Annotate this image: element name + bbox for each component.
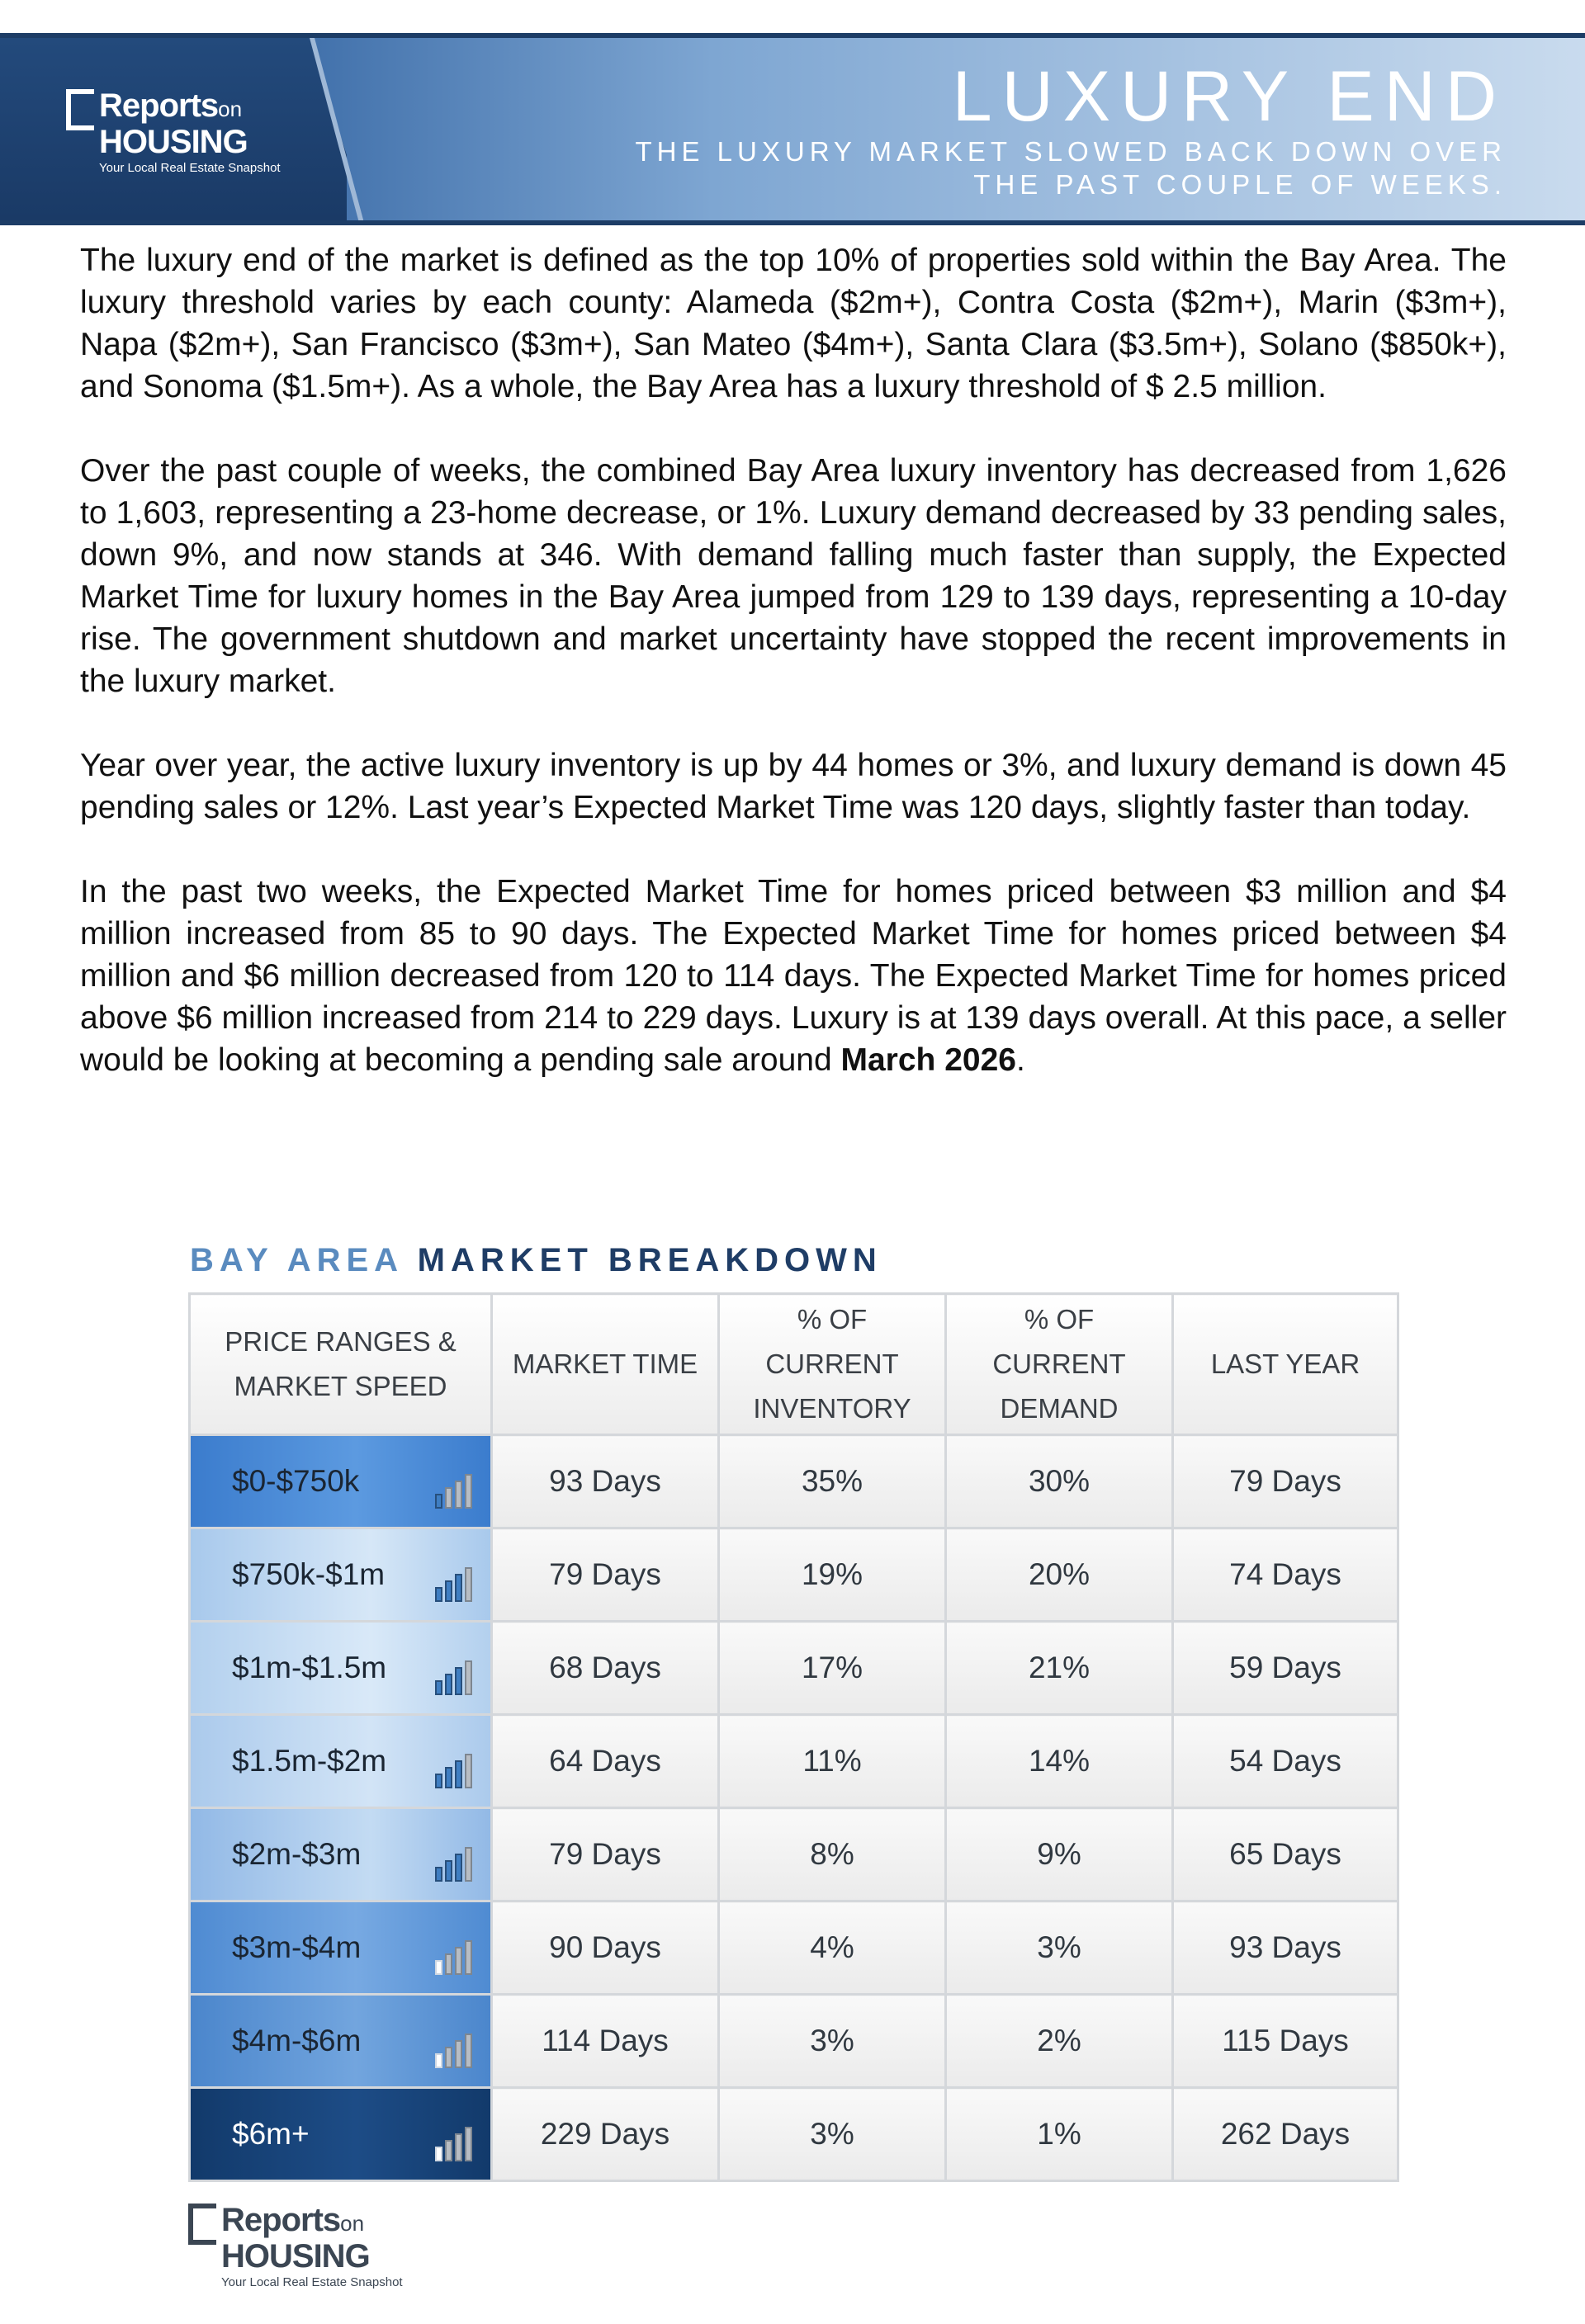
last-year-cell: 262 Days [1173,2088,1398,2181]
speed-bar [465,2034,472,2068]
speed-bar [435,1587,442,1602]
speed-bar [445,1860,452,1882]
inventory-percent-cell: 3% [719,2088,946,2181]
header-banner [0,33,1585,225]
price-range-label: $3m-$4m [232,1930,362,1964]
article-body [80,239,1507,1123]
inventory-percent-cell: 4% [719,1901,946,1995]
market-time-cell: 229 Days [492,2088,719,2181]
speed-bar [445,1580,452,1602]
demand-percent-cell: 2% [946,1995,1173,2088]
paragraph-threshold: The luxury end of the market is defined as the top 10% of properties sold within the Bay Area. The luxury threshold varies by each county: Alameda ($2m+), Contra Costa ($2m+), Marin ($3m+), Napa ($2m+), San Francisco ($3m+), San Mateo ($4m+), Santa Clara ($3.5m+), Solano ($850k+), and Sonoma ($1.5m+). As a whole, the Bay Area has a luxury threshold of $ 2.5 million. [80,243,1507,404]
market-time-cell: 79 Days [492,1808,719,1901]
market-time-cell: 64 Days [492,1715,719,1808]
market-speed-icon [435,1567,472,1602]
price-range-label: $2m-$3m [232,1837,362,1871]
speed-bar [465,2127,472,2161]
inventory-percent-cell: 35% [719,1435,946,1528]
header-inventory: % OF CURRENT INVENTORY [719,1294,946,1435]
footer-logo [188,2204,403,2291]
inventory-percent-cell: 8% [719,1808,946,1901]
demand-percent-cell: 20% [946,1528,1173,1622]
speed-bar [455,1667,462,1695]
table-row [190,1435,1398,1528]
speed-bar [455,1574,462,1602]
header-market-time: MARKET TIME [492,1294,719,1435]
speed-bar [455,1481,462,1509]
speed-bar [465,1660,472,1695]
price-range-label: $4m-$6m [232,2024,362,2057]
speed-bar [455,2133,462,2161]
price-range-cell [190,1995,492,2088]
speed-bar [445,2047,452,2068]
table-title [190,1242,882,1279]
market-speed-icon [435,2127,472,2161]
market-speed-icon [435,1940,472,1975]
demand-percent-cell: 3% [946,1901,1173,1995]
market-speed-icon [435,1754,472,1788]
demand-percent-cell: 14% [946,1715,1173,1808]
demand-percent-cell: 9% [946,1808,1173,1901]
speed-bar [445,1487,452,1509]
footer-logo-text-housing: HOUSING [221,2238,370,2274]
last-year-cell: 79 Days [1173,1435,1398,1528]
paragraph-price-ranges [80,871,1507,1081]
footer-logo-text-reports: Reports [221,2202,341,2238]
table-title-main: MARKET BREAKDOWN [417,1242,882,1278]
page-title: LUXURY END [952,57,1507,136]
market-speed-icon [435,1474,472,1509]
price-range-cell [190,1435,492,1528]
price-range-label: $750k-$1m [232,1557,386,1591]
header-price-ranges: PRICE RANGES & MARKET SPEED [190,1294,492,1435]
table-row [190,1528,1398,1622]
market-breakdown-table [188,1292,1399,2182]
paragraph-year-over-year: Year over year, the active luxury inventory is up by 44 homes or 3%, and luxury demand is down 45 pending sales or 12%. Last year’s Expected Market Time was 120 days, slightly faster than today. [80,748,1507,825]
last-year-cell: 65 Days [1173,1808,1398,1901]
price-range-cell [190,2088,492,2181]
price-range-label: $1.5m-$2m [232,1744,387,1778]
last-year-cell: 59 Days [1173,1622,1398,1715]
logo-tagline: Your Local Real Estate Snapshot [99,161,281,175]
paragraph-end: . [1015,1042,1025,1078]
market-time-cell: 93 Days [492,1435,719,1528]
speed-bar [445,1674,452,1695]
footer-logo-text-on: on [340,2211,365,2236]
speed-bar [455,1760,462,1788]
price-range-label: $0-$750k [232,1464,360,1498]
speed-bar [445,1767,452,1788]
demand-percent-cell: 21% [946,1622,1173,1715]
logo-text-reports: Reports [99,87,219,124]
last-year-cell: 115 Days [1173,1995,1398,2088]
speed-bar [465,1847,472,1882]
speed-bar [455,2040,462,2068]
last-year-cell: 54 Days [1173,1715,1398,1808]
price-range-cell [190,1528,492,1622]
last-year-cell: 93 Days [1173,1901,1398,1995]
speed-bar [465,1754,472,1788]
market-time-cell: 79 Days [492,1528,719,1622]
speed-bar [465,1567,472,1602]
table-row [190,2088,1398,2181]
speed-bar [435,2147,442,2161]
market-time-cell: 90 Days [492,1901,719,1995]
paragraph-inventory: Over the past couple of weeks, the combined Bay Area luxury inventory has decreased from 1,626 to 1,603, representing a 23-home decrease, or 1%. Luxury demand decreased by 33 pending sales, down 9%, and now stands at 346. With demand falling much faster than supply, the Expected Market Time for luxury homes in the Bay Area jumped from 129 to 139 days, representing a 10-day rise. The government shutdown and market uncertainty have stopped the recent improvements in the luxury market. [80,453,1507,699]
inventory-percent-cell: 17% [719,1622,946,1715]
speed-bar [435,1494,442,1509]
market-speed-icon [435,1847,472,1882]
speed-bar [445,2140,452,2161]
header-logo [66,89,281,177]
table-row [190,1622,1398,1715]
demand-percent-cell: 1% [946,2088,1173,2181]
speed-bar [455,1854,462,1882]
price-range-cell [190,1808,492,1901]
speed-bar [435,1960,442,1975]
pending-sale-date: March 2026 [840,1042,1016,1078]
price-range-label: $6m+ [232,2117,310,2151]
last-year-cell: 74 Days [1173,1528,1398,1622]
header-last-year: LAST YEAR [1173,1294,1398,1435]
speed-bar [455,1947,462,1975]
price-range-label: $1m-$1.5m [232,1651,387,1684]
inventory-percent-cell: 11% [719,1715,946,1808]
speed-bar [435,1680,442,1695]
demand-percent-cell: 30% [946,1435,1173,1528]
header-demand: % OF CURRENT DEMAND [946,1294,1173,1435]
table-row [190,1995,1398,2088]
table-row [190,1715,1398,1808]
table-row [190,1901,1398,1995]
logo-text-housing: HOUSING [99,124,248,160]
logo-text-on: on [218,97,243,121]
market-time-cell: 68 Days [492,1622,719,1715]
footer-logo-tagline: Your Local Real Estate Snapshot [221,2275,403,2289]
market-speed-icon [435,2034,472,2068]
price-range-cell [190,1715,492,1808]
speed-bar [465,1940,472,1975]
speed-bar [435,1867,442,1882]
paragraph-price-ranges-text: In the past two weeks, the Expected Market Time for homes priced between $3 million and $4 million increased from 85 to 90 days. The Expected Market Time for homes priced between $4 million and $6 million decreased from 120 to 114 days. The Expected Market Time for homes priced above $6 million increased from 214 to 229 days. Luxury is at 139 days overall. At this pace, a seller would be looking at becoming a pending sale around [80,874,1507,1078]
speed-bar [465,1474,472,1509]
price-range-cell [190,1901,492,1995]
market-speed-icon [435,1660,472,1695]
speed-bar [435,1774,442,1788]
footer-logo-house-icon [188,2204,216,2245]
page-subtitle: THE LUXURY MARKET SLOWED BACK DOWN OVER THE PAST COUPLE OF WEEKS. [635,136,1507,200]
market-time-cell: 114 Days [492,1995,719,2088]
price-range-cell [190,1622,492,1715]
speed-bar [435,2053,442,2068]
inventory-percent-cell: 3% [719,1995,946,2088]
speed-bar [445,1953,452,1975]
logo-house-icon [66,89,94,130]
table-title-region: BAY AREA [190,1242,403,1278]
table-row [190,1808,1398,1901]
table-header-row [190,1294,1398,1435]
inventory-percent-cell: 19% [719,1528,946,1622]
